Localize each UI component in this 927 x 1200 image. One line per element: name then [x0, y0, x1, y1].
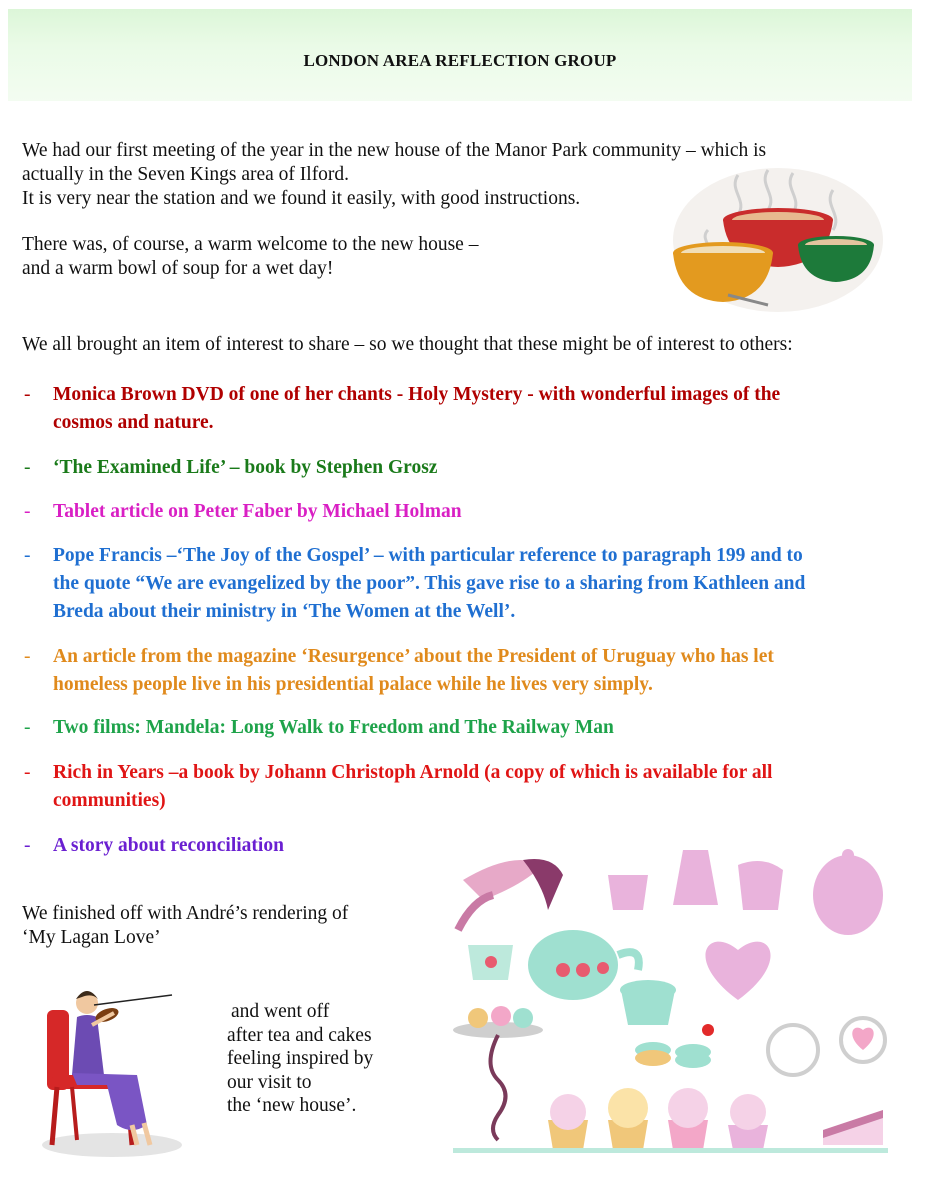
item-line: homeless people live in his presidential palace while he lives very simply.: [53, 674, 653, 695]
list-dash: -: [24, 717, 31, 738]
intro-line: There was, of course, a warm welcome to the new house –: [22, 234, 479, 255]
item-line: the quote “We are evangelized by the poor”. This gave rise to a sharing from Kathleen and: [53, 573, 806, 594]
item-line: Pope Francis –‘The Joy of the Gospel’ – with particular reference to paragraph 199 and to: [53, 545, 803, 566]
intro-paragraph-2: [22, 233, 622, 281]
closing-paragraph: [22, 902, 402, 950]
item-line: Two films: Mandela: Long Walk to Freedom and The Railway Man: [53, 717, 614, 738]
soup-bowls-illustration: [668, 165, 883, 315]
item-line: An article from the magazine ‘Resurgence’ about the President of Uruguay who has let: [53, 646, 774, 667]
item-line: A story about reconciliation: [53, 835, 284, 856]
intro-line: We had our first meeting of the year in the new house of the Manor Park community – which is: [22, 140, 767, 161]
closing-line: after tea and cakes: [227, 1024, 372, 1046]
header-banner: [8, 9, 912, 101]
list-dash: -: [24, 762, 31, 783]
closing-line: feeling inspired by: [227, 1048, 374, 1069]
intro-line: and a warm bowl of soup for a wet day!: [22, 258, 334, 279]
list-dash: -: [24, 501, 31, 522]
closing-line: ‘My Lagan Love’: [22, 927, 161, 948]
item-line: Tablet article on Peter Faber by Michael Holman: [53, 501, 462, 522]
intro-paragraph-3: We all brought an item of interest to share – so we thought that these might be of interest to others:: [22, 334, 793, 355]
item-line: Breda about their ministry in ‘The Women at the Well’.: [53, 601, 516, 622]
closing-verse: [227, 1000, 427, 1118]
intro-line: actually in the Seven Kings area of Ilford.: [22, 164, 350, 185]
closing-line: the ‘new house’.: [227, 1095, 357, 1116]
list-dash: -: [24, 545, 31, 566]
violinist-illustration: [32, 975, 192, 1160]
item-line: communities): [53, 790, 166, 811]
list-dash: -: [24, 384, 31, 405]
closing-line: and went off: [231, 1001, 330, 1022]
closing-line: our visit to: [227, 1071, 312, 1093]
item-line: Monica Brown DVD of one of her chants - Holy Mystery - with wonderful images of the: [53, 384, 781, 405]
item-line: cosmos and nature.: [53, 412, 214, 433]
item-line: Rich in Years –a book by Johann Christoph Arnold (a copy of which is available for all: [53, 762, 773, 783]
tea-party-illustration: [453, 840, 888, 1155]
list-dash: -: [24, 646, 31, 667]
list-dash: -: [24, 457, 31, 478]
item-line: ‘The Examined Life’ – book by Stephen Grosz: [53, 457, 438, 478]
page-title: LONDON AREA REFLECTION GROUP: [303, 51, 617, 70]
list-dash: -: [24, 835, 31, 856]
closing-line: We finished off with André’s rendering of: [22, 903, 349, 924]
intro-line: It is very near the station and we found it easily, with good instructions.: [22, 188, 581, 209]
